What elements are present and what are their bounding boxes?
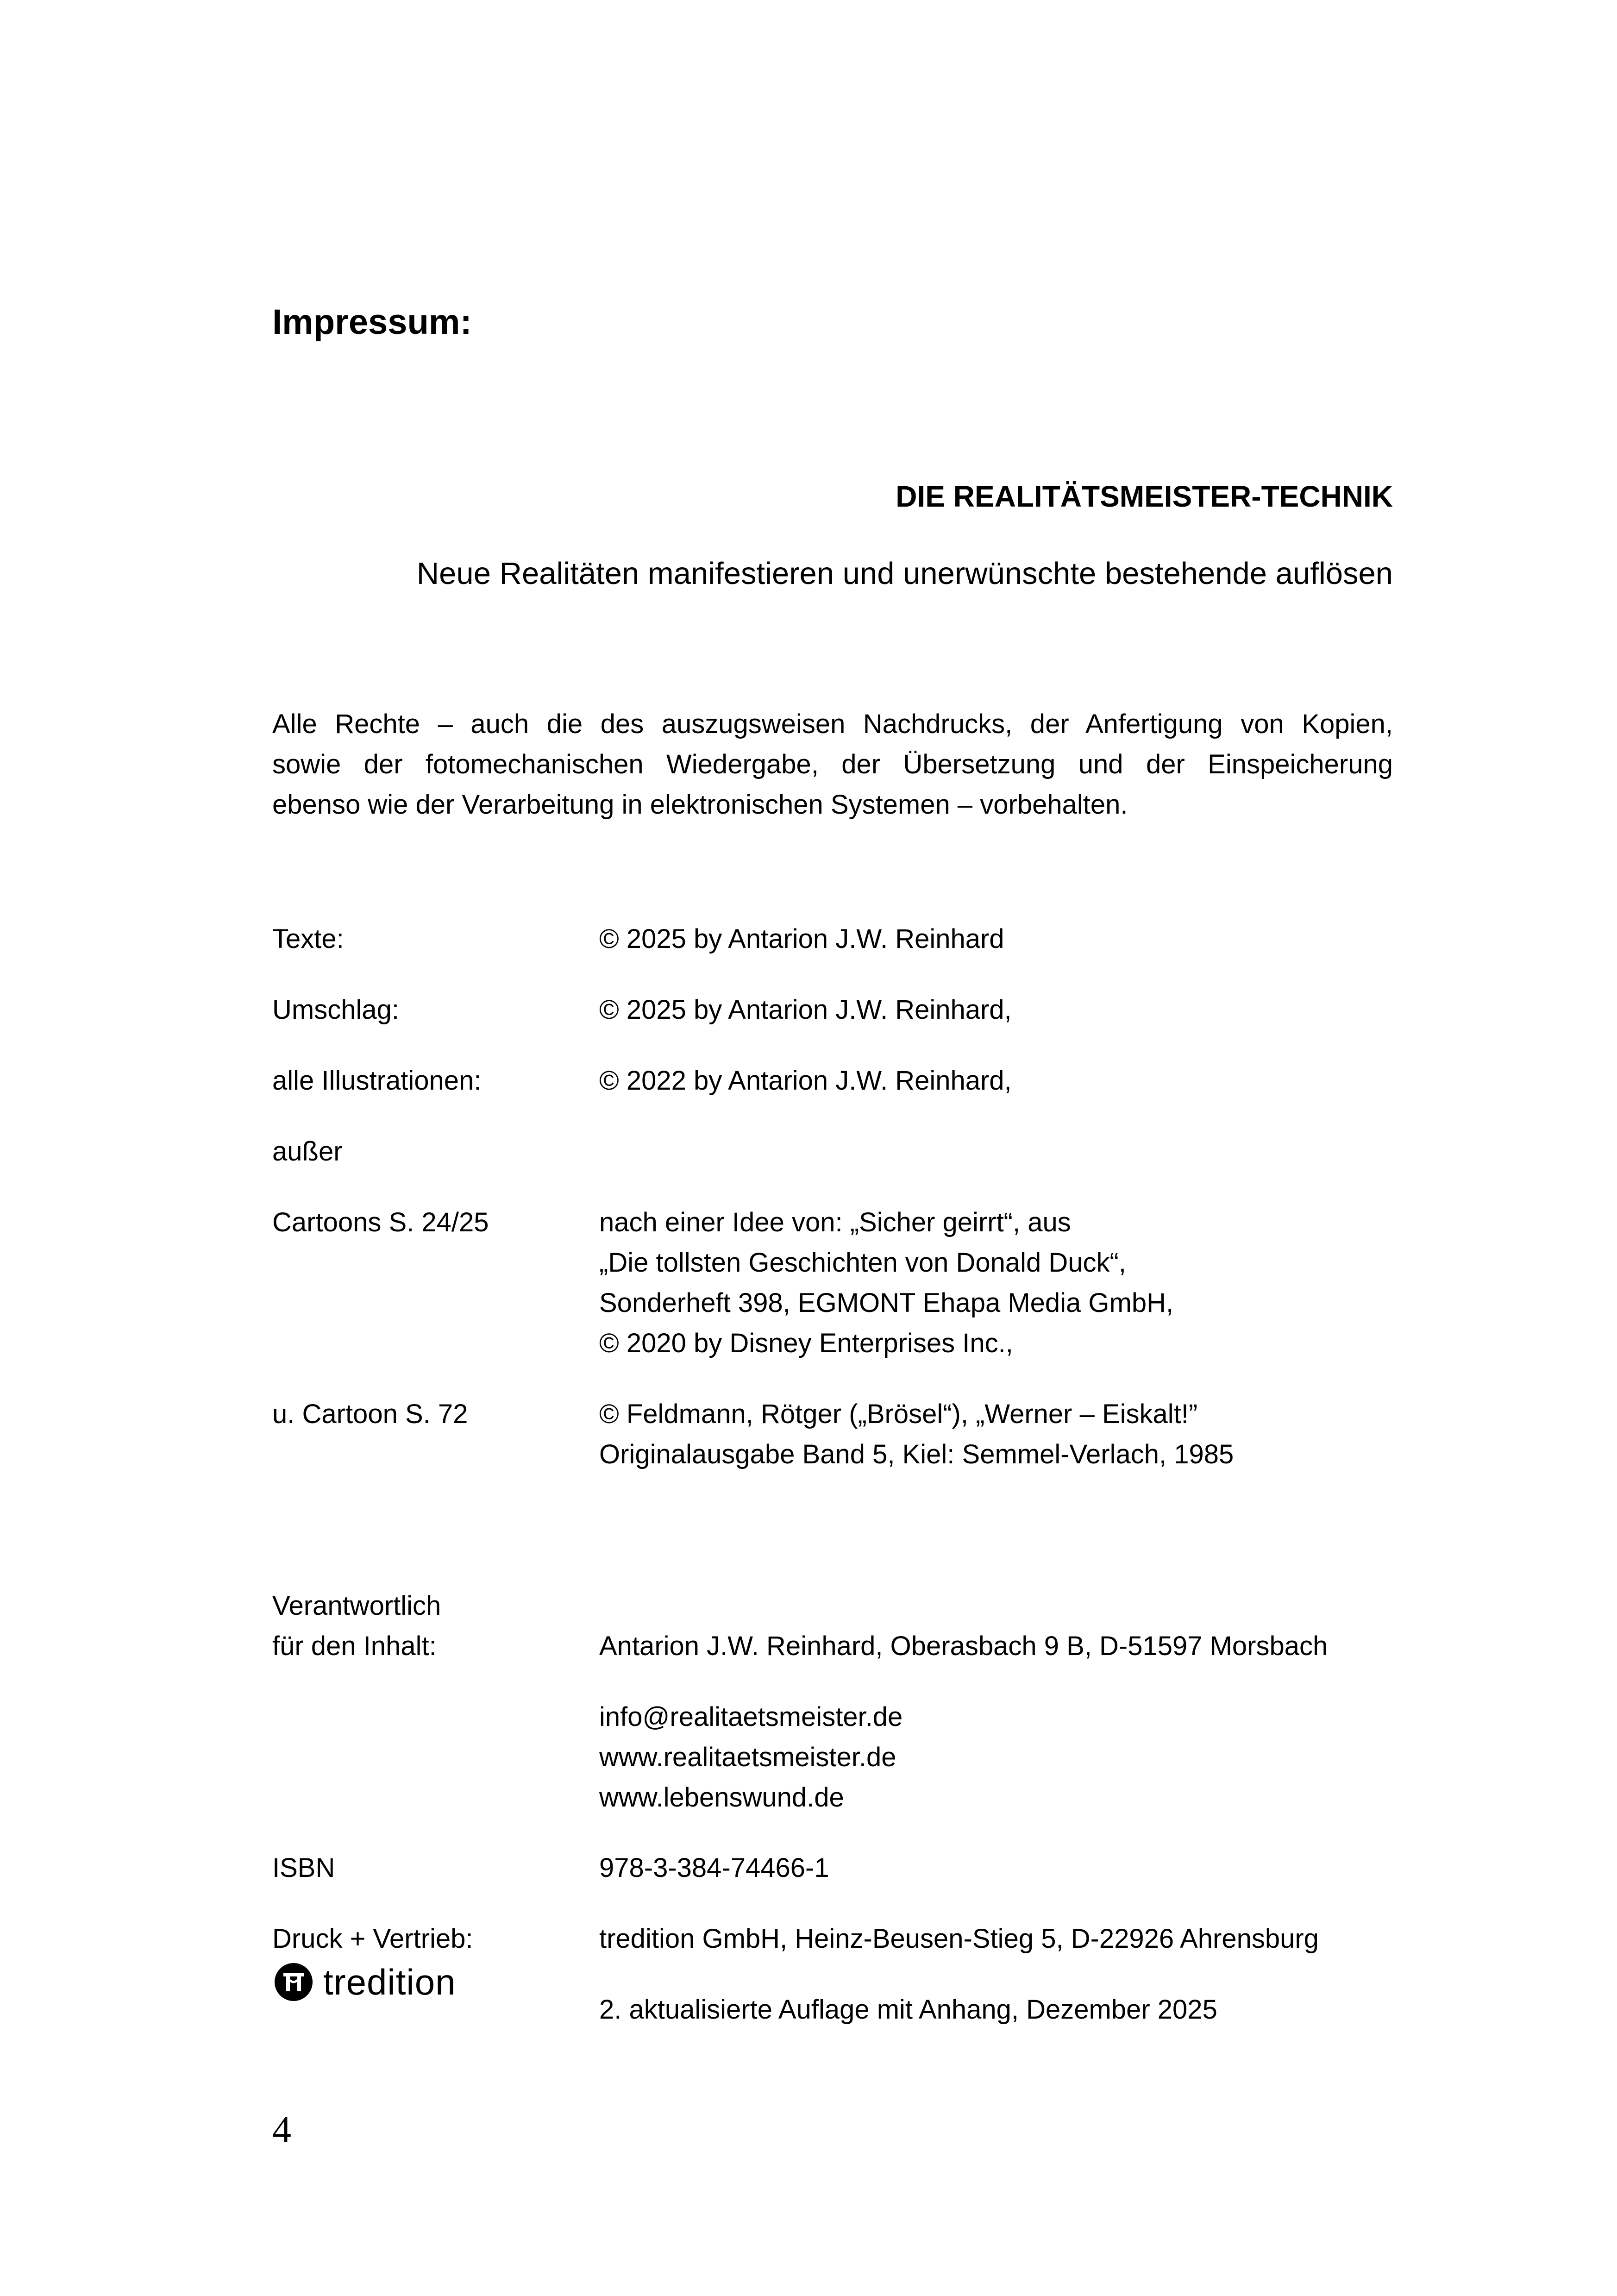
illustrationen-value: © 2022 by Antarion J.W. Reinhard, xyxy=(599,1066,1012,1096)
website-link[interactable]: www.realitaetsmeister.de xyxy=(599,1742,896,1772)
tredition-logo-text: tredition xyxy=(323,1962,456,2002)
cartoons-source-line: Sonderheft 398, EGMONT Ehapa Media GmbH, xyxy=(599,1288,1174,1318)
umschlag-value: © 2025 by Antarion J.W. Reinhard, xyxy=(599,995,1012,1025)
rights-line: Alle Rechte – auch die des auszugsweisen Nachdrucks, der Anfertigung von Kopien, xyxy=(272,709,1393,739)
print-label: Druck + Vertrieb: xyxy=(272,1924,473,1954)
cartoon72-source-line: Originalausgabe Band 5, Kiel: Semmel-Verlach, 1985 xyxy=(599,1439,1234,1469)
cartoons-source-line: nach einer Idee von: „Sicher geirrt“, aus xyxy=(599,1207,1071,1237)
cartoon72-source-line: © Feldmann, Rötger („Brösel“), „Werner – Eiskalt!” xyxy=(599,1399,1198,1429)
responsible-address: Antarion J.W. Reinhard, Oberasbach 9 B, D-51597 Morsbach xyxy=(599,1631,1328,1661)
responsible-label-line: für den Inhalt: xyxy=(272,1631,437,1661)
rights-line: sowie der fotomechanischen Wiedergabe, der Übersetzung und der Einspeicherung xyxy=(272,749,1393,779)
website-link[interactable]: www.lebenswund.de xyxy=(599,1782,844,1813)
rights-line: ebenso wie der Verarbeitung in elektronischen Systemen – vorbehalten. xyxy=(272,790,1128,820)
tredition-logo-icon xyxy=(274,1963,313,2001)
cartoons-source-line: „Die tollsten Geschichten von Donald Duck“, xyxy=(599,1248,1126,1278)
tredition-logo xyxy=(274,1963,456,2001)
texte-label: Texte: xyxy=(272,924,344,954)
cartoons-source-line: © 2020 by Disney Enterprises Inc., xyxy=(599,1328,1013,1358)
illustrationen-label: alle Illustrationen: xyxy=(272,1066,482,1096)
isbn-label: ISBN xyxy=(272,1853,335,1883)
impressum-heading: Impressum: xyxy=(272,302,472,342)
email-link[interactable]: info@realitaetsmeister.de xyxy=(599,1702,903,1732)
page-number: 4 xyxy=(272,2108,291,2151)
edition-note: 2. aktualisierte Auflage mit Anhang, Dezember 2025 xyxy=(599,1995,1217,2025)
book-title: DIE REALITÄTSMEISTER-TECHNIK xyxy=(896,480,1393,513)
responsible-label-line: Verantwortlich xyxy=(272,1591,441,1621)
cartoons-label: Cartoons S. 24/25 xyxy=(272,1207,489,1237)
ausser-label: außer xyxy=(272,1136,343,1167)
cartoon72-label: u. Cartoon S. 72 xyxy=(272,1399,468,1429)
isbn-value: 978-3-384-74466-1 xyxy=(599,1853,829,1883)
book-subtitle: Neue Realitäten manifestieren und unerwünschte bestehende auflösen xyxy=(416,556,1393,591)
umschlag-label: Umschlag: xyxy=(272,995,399,1025)
rights-notice xyxy=(272,704,1393,825)
texte-value: © 2025 by Antarion J.W. Reinhard xyxy=(599,924,1004,954)
print-value: tredition GmbH, Heinz-Beusen-Stieg 5, D-22926 Ahrensburg xyxy=(599,1924,1319,1954)
